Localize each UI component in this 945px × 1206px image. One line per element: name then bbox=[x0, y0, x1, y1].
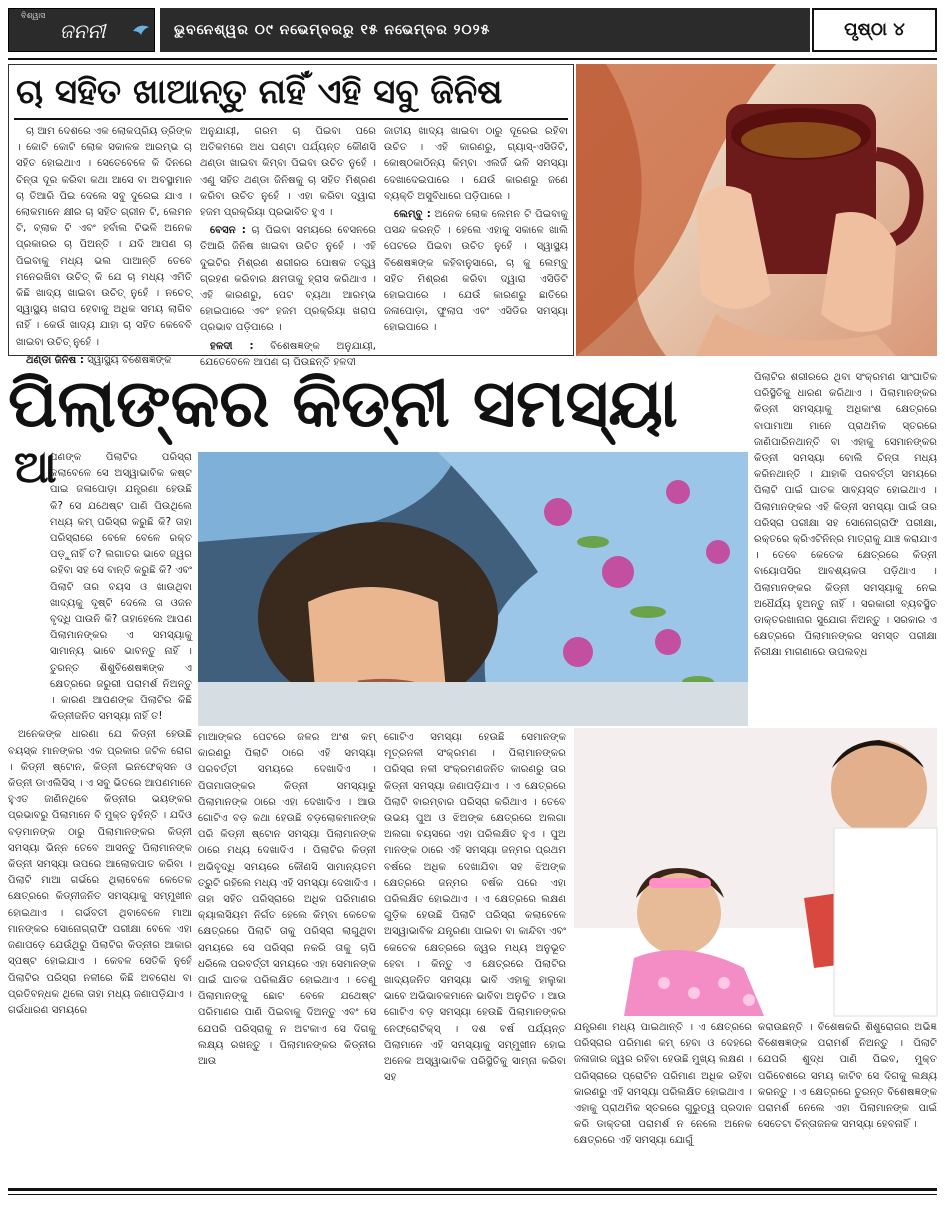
article2-col1-text: ପଣଙ୍କ ପିଲାଟିର ପରିସ୍ରା କଲାବେଳେ ସେ ଅସ୍ୱାଭାବିକ କଷ୍ଟ ପାଇ ଜଳାପୋଡ଼ା ଯନ୍ତ୍ରଣା ହେଉଛି କି? ସେ ଯଥେଷ୍ଟ ପାଣି ପିଉଥିଲେ ମଧ୍ୟ କମ୍ ପରିସ୍ରା କରୁଛି କି? ତାହା ପରିସ୍ରାରେ ବେଳେ ବେଳେ ରକ୍ତ ପଡ଼ୁନାହିଁ ତ? ଲଗାତର ଭାବେ ଜ୍ୱର ରହିବା ସହ ସେ ବାନ୍ତି କରୁଛି କି? ଏବଂ ପିଲାଟି ତାର ବୟସ ଓ ଖାଉଥିବା ଖାଦ୍ୟକୁ ଦୃଷ୍ଟି ଦେଲେ ତା ଓଜନ ବୃଦ୍ଧି ପାଉନି କି? ତାହାହେଲେ ଆପଣ ପିଲାମାନଙ୍କର ଏ ସମସ୍ୟାକୁ ସାମାନ୍ୟ ଭାବେ ଭାବନ୍ତୁ ନାହିଁ । ତୁରନ୍ତ ଶିଶୁବିଶେଷଜ୍ଞଙ୍କ ଏ କ୍ଷେତ୍ରରେ ଜରୁରୀ ପରାମର୍ଶ ନିଅନ୍ତୁ । କାରଣ ଆପଣଙ୍କ ପିଲାଟିର କିଛି କିଡ୍‌ନୀଜନିତ ସମସ୍ୟା ନାହିଁ ତ! bbox=[50, 452, 192, 723]
article2-col4-bottom-text: ଯନ୍ତ୍ରଣା ମଧ୍ୟ ପାଇଥାନ୍ତି । ଏ କ୍ଷେତ୍ରରେ ପରିସ୍ରାର ପରିମାଣ କମ୍ ହେବା ଓ ଦେହରେ ଜଳାଜାର ଜ୍ୱର ରହିବା ହେଉଛି ମୁଖ୍ୟ ଲକ୍ଷଣ । ପରିସ୍ରାରେ ପ୍ରୋଟିନ ପରିମାଣ ଅଧିକ ରହିବା କାରଣରୁ ଏହି ସମସ୍ୟା ପରିଲକ୍ଷିତ ହୋଇଥାଏ । ଏହାକୁ ପ୍ରାଥମିକ ସ୍ତରରେ ଗୁରୁତ୍ୱ ପ୍ରଦାନ କରି ଡାକ୍ତରୀ ପରାମର୍ଶ ନ ନେଲେ ଅନେକ କ୍ଷେତ୍ରରେ ଏହି ସମସ୍ୟା ଯୋଗୁଁ bbox=[574, 1022, 752, 1147]
doctor-girl-illustration bbox=[574, 728, 937, 1016]
article1-besan-text: ଚା ପିଇବା ସମୟରେ ବେସନରେ ତିଆରି ଜିନିଷ ଖାଇବା ଉଚିତ ନୁହେଁ । ଏହି ଦୁଇଟିର ମିଶ୍ରଣ ଶରୀରର ପୋଷକ ତତ୍ତ୍ୱ ଗ୍ରହଣ କରିବାର କ୍ଷମତାକୁ ହ୍ରାସ କରିଥାଏ । ଏହି କାରଣରୁ, ପେଟ ବ୍ୟଥା ଆରମ୍ଭ ହୋଇପାରେ ଏବଂ ହଜମ ପ୍ରକ୍ରିୟା ଖରାପ ପ୍ରଭାବ ପଡ଼ିପାରେ । bbox=[200, 225, 377, 334]
logo-bird-icon bbox=[131, 23, 151, 37]
article2-col2-text: ମାଆଙ୍କର ପେଟରେ ଜଳର ଅଂଶ କମ୍ କାରଣରୁ ପିଲାଟି ଠାରେ ଏହି ସମସ୍ୟା ପରବର୍ତ୍ତୀ ସମୟରେ ଦେଖାଦିଏ । ପିତାମାତାଙ୍କର କିଡ୍‌ନୀ ସମସ୍ୟାରୁ ପିଲାମାନଙ୍କ ଠାରେ ଏହା ଦେଖାଦିଏ । ଆଉ ଗୋଟିଏ ବଡ଼ କଥା ହେଉଛି ବଡ଼ଲୋକମାନଙ୍କ ପରି କିଡ୍‌ନୀ ଷ୍ଟୋନ ସମସ୍ୟା ପିଲାମାନଙ୍କ ଠାରେ ମଧ୍ୟ ଦେଖାଦିଏ । ପିଲାଟିର କିଡ୍‌ନୀ ଅଭିବୃଦ୍ଧି ସମୟରେ କୌଣସି ସାମାନ୍ୟତମ ତ୍ରୁଟି ରହିଲେ ମଧ୍ୟ ଏହି ସମସ୍ୟା ଦେଖାଦିଏ । ତାହା ସହିତ ପରିସ୍ରାରେ ଅଧିକ ପରିମାଣର କ୍ୟାଲସିୟମ ନିର୍ଗତ ହେଲେ କିମ୍ବା କେତେକ କ୍ଷେତ୍ରରେ ପିଲାଟି ତାକୁ ପରିସ୍ରା ଲାଗୁଥିବା ସମୟରେ ସେ ପରିସ୍ରା ନକରି ତାକୁ ଚାପି ଧରିଲେ ପରବର୍ତ୍ତୀ ସମୟରେ ଏହା ସେମାନଙ୍କ ପାଇଁ ଘାତକ ପରିଲକ୍ଷିତ ହୋଇଥାଏ । ତେଣୁ ପିଲାମାନଙ୍କୁ ଛୋଟ ବେଳେ ଯଥେଷ୍ଟ ପରିମାଣର ପାଣି ପିଇବାକୁ ଦିଅନ୍ତୁ ଏବଂ ସେ ଯେପରି ପରିସ୍ରାକୁ ନ ଅଟକାଏ ସେ ଦିଗକୁ ଲକ୍ଷ୍ୟ ରଖନ୍ତୁ । ପିଲାମାନଙ୍କର କିଡ୍‌ନୀର ଆଉ bbox=[198, 732, 376, 1068]
article1-headline: ଚା ସହିତ ଖାଆନ୍ତୁ ନାହିଁ ଏହି ସବୁ ଜିନିଷ bbox=[16, 72, 503, 112]
doctor-girl-photo bbox=[574, 728, 937, 1016]
logo-small-text: ବିଶ୍ୱାସ bbox=[21, 11, 46, 20]
article2-column-5-bottom bbox=[758, 1020, 937, 1192]
article2-column-1 bbox=[8, 450, 192, 1190]
masthead-logo-box bbox=[8, 8, 155, 52]
article1-besan-label: ବେସନ : bbox=[210, 225, 246, 237]
article1-haldi-text: ବିଶେଷଜ୍ଞଙ୍କ ଅନୁଯାୟୀ, ଯେତେବେଳେ ଆପଣ ଚା ପିଉଛନ୍ତି ହଳଦୀ bbox=[200, 340, 376, 368]
sleeping-boy-illustration bbox=[198, 452, 748, 726]
page-number: ପୃଷ୍ଠା ୪ bbox=[812, 8, 937, 52]
article1-lemon-label: ଲେମ୍ବୁ : bbox=[394, 209, 431, 221]
tea-cup-photo bbox=[576, 64, 937, 356]
article1-cold-label: ଥଣ୍ଡା ଜିନିଷ : bbox=[26, 354, 84, 366]
article2-column-3 bbox=[384, 730, 566, 1190]
article1-column-2 bbox=[200, 124, 377, 368]
article2-column-4-top bbox=[754, 370, 937, 722]
article2-column-2 bbox=[198, 730, 376, 1190]
dateline: ଭୁବନେଶ୍ୱର ୦୯ ନଭେମ୍ବରରୁ ୧୫ ନଭେମ୍ବର ୨୦୨୫ bbox=[160, 8, 810, 52]
article1-lemon-text: ଅନେକ ଲୋକ ଲେମନ ଟି ପିଇବାକୁ ପସନ୍ଦ କରନ୍ତି । ହେଲେ ଏହାକୁ ସକାଳେ ଖାଲି ପେଟରେ ପିଇବା ଉଚିତ ନୁହେଁ । ସ୍ୱାସ୍ଥ୍ୟ ବିଶେଷଜ୍ଞଙ୍କ କହିବାନୁସାରେ, ଚା କୁ ଲେମ୍ବୁ ସହିତ ମିଶ୍ରଣ କରିବା ଦ୍ୱାରା ଏସିଡିଟି ହୋଇପାରେ । ଯେଉଁ କାରଣରୁ ଛାତିରେ ଜଳାପୋଡ଼ା, ଫୁଲାପ ଏବଂ ଏସିଡିର ସମସ୍ୟା ହୋଇପାରେ । bbox=[384, 209, 568, 334]
article2-dropcap: ଆ bbox=[14, 442, 57, 493]
article1-column-1 bbox=[16, 124, 192, 366]
article2-col1-text-2: ଅନେକଙ୍କ ଧାରଣା ଯେ କିଡ୍‌ନୀ ହେଉଛି ବୟସ୍କ ମାନଙ୍କର ଏକ ପ୍ରକାର ଜଟିଳ ରୋଗ । କିଡ୍‌ନୀ ଷ୍ଟୋନ, କିଡ୍‌ନୀ ଇନଫେକ୍ସନ ଓ କିଡ୍‌ନୀ ଡାଏଲିସିସ୍ । ଏ ସବୁ ଭିତରେ ଆପଣମାନେ ହୁଏତ ଜାଣିନଥିବେ କିଡ୍‌ନୀର ଭୟଙ୍କର ପ୍ରଭାବରୁ ପିଲାମାନେ ବି ମୁକ୍ତ ନୁହଁନ୍ତି । ଯଦିଓ ବଡ଼ମାନଙ୍କ ଠାରୁ ପିଲାମାନଙ୍କର କିଡ୍‌ନୀ ସମସ୍ୟା ଭିନ୍ନ ତେବେ ଆସନ୍ତୁ ପିଲାମାନଙ୍କ କିଡ୍‌ନୀ ସମସ୍ୟା ଉପରେ ଆଲୋକପାତ କରିବା । ପିଲାଟି ମାଆ ଗର୍ଭରେ ଥିଲାବେଳେ କେତେକ କ୍ଷେତ୍ରରେ କିଡ୍‌ନୀଜନିତ ସମସ୍ୟାକୁ ସମ୍ମୁଖୀନ ହୋଇଥାଏ । ଗର୍ଭବତୀ ଥିବାବେଳେ ମାଆ ମାନଙ୍କର ସୋନୋଗ୍ରାଫି ପରୀକ୍ଷା ବେଳେ ଏହା ଜଣାପଡ଼େ ଯେଉଁଥିରୁ ପିଲାଟିର କିଡ୍‌ନୀର ଆକାର ସ୍ପଷ୍ଟ ହୋଇଯାଏ । କେବଳ ସେତିକି ନୁହେଁ ପିଲାଟିର ପରିସ୍ରା ନଳୀରେ କିଛି ଅବରୋଧ ବା ପ୍ରତିବନ୍ଧକ ଥିଲେ ତାହା ମଧ୍ୟ ଜଣାପଡ଼ିଯାଏ । ଗର୍ଭଧାରଣ ସମୟରେ bbox=[8, 729, 192, 1016]
article2-column-4-bottom bbox=[574, 1020, 752, 1192]
article2-headline: ପିଲାଙ୍କର କିଡ୍‌ନୀ ସମସ୍ୟା bbox=[8, 365, 678, 442]
article2-col3-text: ଗୋଟିଏ ସମସ୍ୟା ହେଉଛି ସେମାନଙ୍କ ମୂତ୍ରନଳୀ ସଂକ୍ରମଣ । ପିଲାମାନଙ୍କର ପରିସ୍ରା ନଳୀ ସଂକ୍ରମଣଜନିତ କାରଣରୁ ତାର କିଡ୍‌ନୀ ସମସ୍ୟା ଜଣାପଡ଼ିଯାଏ । ଏ କ୍ଷେତ୍ରରେ ପିଲାଟି ବାରମ୍ବାର ପରିସ୍ରା କରିଥାଏ । ତେବେ ଉଭୟ ପୁଅ ଓ ଝିଅଙ୍କ କ୍ଷେତ୍ରରେ ଅଲଗା ଅଲଗା ବୟସରେ ଏହା ପରିଲକ୍ଷିତ ହୁଏ । ପୁଅ ମାନଙ୍କ ଠାରେ ଏହି ସମସ୍ୟା ଜନ୍ମର ପ୍ରଥମ ବର୍ଷରେ ଅଧିକ ଦେଖାଯିବା ସହ ଝିଅଙ୍କ କ୍ଷେତ୍ରରେ ଜନ୍ମର ବର୍ଷକ ପରେ ଏହା ପରିଲକ୍ଷିତ ହୋଇଥାଏ । ଏ କ୍ଷେତ୍ରରେ ଲକ୍ଷଣ ଗୁଡ଼ିକ ହେଉଛି ପିଲାଟି ପରିସ୍ରା କଲାବେଳେ ଅସ୍ୱାଭାବିକ ଯନ୍ତ୍ରଣା ପାଇବା ବା କାନ୍ଦିବା ଏବଂ କେତେକ କ୍ଷେତ୍ରରେ ଜ୍ୱର ମଧ୍ୟ ଅନୁଭୂତ ହେବା । କିନ୍ତୁ ଏ କ୍ଷେତ୍ରରେ ପିଲାଟିର ଖାଦ୍ୟଜନିତ ସମସ୍ୟା ଭାବି ଏହାକୁ ହାଲୁକା ଭାବେ ଅଭିଭାବକମାନେ ଭାବିବା ଅନୁଚିତ । ଆଉ ଗୋଟିଏ ବଡ଼ ସମସ୍ୟା ହେଉଛି ପିଲାମାନଙ୍କର ନେଫ୍ରୋଟିକ୍ସ୍ । ଦଶ ବର୍ଷ ପର୍ଯ୍ୟନ୍ତ ପିଲାମାନେ ଏହି ସମସ୍ୟାକୁ ସମ୍ମୁଖୀନ ହୋଇ ଅନେକ ଅସ୍ୱାଭାବିକ ପରିସ୍ଥିତିକୁ ସାମ୍ନା କରିବା ସହ bbox=[384, 732, 566, 1084]
bottom-rule-2 bbox=[8, 1194, 937, 1195]
bottom-rule-1 bbox=[8, 1188, 937, 1191]
sleeping-boy-photo bbox=[198, 452, 748, 726]
article2-col4-top-text: ପିଲାଟିର ଶରୀରରେ ଥିବା ସଂକ୍ରମଣ ସାଂଘାତିକ ପରିସ୍ଥିତିକୁ ଧାରଣ କରିଥାଏ । ପିଲାମାନଙ୍କର କିଡ୍‌ନୀ ସମସ୍ୟାକୁ ଅଧିକାଂଶ କ୍ଷେତ୍ରରେ ବାପାମାଆ ମାନେ ପ୍ରାଥମିକ ସ୍ତରରେ ଜାଣିପାରିନଥାନ୍ତି ବା ଏହାକୁ ସେମାନଙ୍କର କିଡ୍‌ନୀ ସମସ୍ୟା ବୋଲି ଚିନ୍ତା ମଧ୍ୟ କରିନଥାନ୍ତି । ଯାହାକି ପରବର୍ତ୍ତୀ ସମୟରେ ପିଲାଟି ପାଇଁ ଘାତକ ସାବ୍ୟସ୍ତ ହୋଇଥାଏ । ପିଲାମାନଙ୍କର ଏହି କିଡ୍‌ନୀ ସମସ୍ୟା ପାଇଁ ତାର ପରିସ୍ରା ପରୀକ୍ଷା ସହ ସୋନୋଗ୍ରାଫି ପରୀକ୍ଷା, ରକ୍ତରେ କ୍ରିଏଟିନିନ୍‌ର ମାତ୍ରାକୁ ଯାଞ୍ଚ କରାଯାଏ । ତେବେ କେତେକ କ୍ଷେତ୍ରରେ କିଡ୍‌ନୀ ବାୟୋପସିର ଆବଶ୍ୟକତା ପଡ଼ିଥାଏ । ପିଲାମାନଙ୍କର କିଡ୍‌ନୀ ସମସ୍ୟାକୁ ନେଇ ଅଧୈର୍ଯ୍ୟ ହୁଅନ୍ତୁ ନାହିଁ । ସରକାରୀ ବ୍ୟବସ୍ଥିତ ଡାକ୍ତରଖାନାର ସୁଯୋଗ ନିଅନ୍ତୁ । ସରକାର ଏ କ୍ଷେତ୍ରରେ ପିଲାମାନଙ୍କର ସମସ୍ତ ପରୀକ୍ଷା ନିରୀକ୍ଷା ମାଗଣାରେ ଉପଲବ୍ଧ bbox=[754, 372, 937, 659]
article1-headline-rule bbox=[14, 118, 568, 120]
article1-col3-text: ଜାତୀୟ ଖାଦ୍ୟ ଖାଇବା ଠାରୁ ଦୂରେଇ ରହିବା ଉଚିତ । ଏହି କାରଣରୁ, ଗ୍ୟାସ୍-ଏସିଡିଟି, କୋଷ୍ଠକାଠିନ୍ୟ କିମ୍ବା ଏଲର୍ଜି ଭଳି ସମସ୍ୟା ଦେଖାଦେଇପାରେ । ଯେଉଁ କାରଣରୁ ଜଣେ ବ୍ୟକ୍ତି ଅସୁବିଧାରେ ପଡ଼ିପାରେ । bbox=[384, 126, 568, 202]
top-rule bbox=[8, 58, 937, 60]
article1-column-3 bbox=[384, 124, 568, 352]
article1-haldi-label: ହଳଦୀ : bbox=[210, 340, 254, 352]
article2-col5-bottom-text: କରାଉଛନ୍ତି । ବିଶେଷକରି ଶିଶୁରୋଗର ଅଭିଜ୍ଞ ବିଶେଷଜ୍ଞଙ୍କ ପରାମର୍ଶ ନିଅନ୍ତୁ । ପିଲାଟି ଯେପରି ଶୁଦ୍ଧ ପାଣି ପିଇବ, ମୁକ୍ତ ପରିବେଶରେ ସମୟ କାଟିବ ସେ ଦିଗକୁ ଲକ୍ଷ୍ୟ କରନ୍ତୁ । ଏ କ୍ଷେତ୍ରରେ ତୁରନ୍ତ ବିଶେଷଜ୍ଞଙ୍କ ପରାମର୍ଶ ନେଲେ ଏହା ପିଲାମାନଙ୍କ ପାଇଁ ସେତେଟା ଚିନ୍ତାଜନକ ସମସ୍ୟା ହେବନାହିଁ । bbox=[758, 1022, 937, 1131]
article1-col1-text: ଚା ଆମ ଦେଶରେ ଏକ ଲୋକପ୍ରିୟ ଡ୍ରିଙ୍କ । କୋଟି କୋଟି ଲୋକ ସକାଳକ ଆରମ୍ଭ ଚା ସହିତ ହୋଇଥାଏ । ସେତେବେଳେ କି ଦିନରେ ଚିନ୍ତା ଦୂର କରିବା କଥା ଆସେ ବା ଅବସ୍ଥାମାନ ଚା ତିଆରି ପିଇ ଦେଲେ ସବୁ ଦୁରେଇ ଯାଏ । ଲୋକମାନେ କ୍ଷୀର ଚା ସହିତ ଗ୍ରୀନ ଟି, ଲେମନ ଟି, ବ୍ଲାକ ଟି ଏବଂ ହର୍ବାଲ ଟିଭଳି ଅନେକ ପ୍ରକାରର ଚା ପିଅନ୍ତି । ଯଦି ଆପଣ ଚା ପିଇବାକୁ ମଧ୍ୟ ଭଲ ପାଆନ୍ତି ତେବେ ମନେରଖିବା ଉଚିତ୍ କି ଯେ ଚା ମଧ୍ୟ ଏମିତି କିଛି ଖାଦ୍ୟ ଖାଇବା ଉଚିତ୍ ନୁହେଁ । ନଚେତ୍ ସ୍ୱାସ୍ଥ୍ୟ ଖରାପ ହେବାକୁ ଅଧିକ ସମୟ ଲାଗିବ ନାହିଁ । କେଉଁ ଖାଦ୍ୟ ଯାହା ଚା ସହିତ କେବେବି ଖାଇବା ଉଚିତ୍ ନୁହେଁ । bbox=[16, 126, 192, 348]
logo-main-text: ଜନନୀ bbox=[59, 19, 106, 43]
article1-col2-text: ଅନୁଯାୟୀ, ଗରମ ଚା ପିଇବା ପରେ ଅତିକମରେ ଅଧ ଘଣ୍ଟା ପର୍ଯ୍ୟନ୍ତ କୌଣସି ଥଣ୍ଡା ଖାଇବା କିମ୍ବା ପିଇବା ଉଚିତ ନୁହେଁ । ଏଣୁ ସହିତ ଥଣ୍ଡା ଜିନିଷକୁ ଚା ସହିତ ମିଶ୍ରଣ କରିବା ଉଚିତ ନୁହେଁ । ଏହା କରିବା ଦ୍ୱାରା ହଜମ ପ୍ରକ୍ରିୟା ପ୍ରଭାବିତ ହୁଏ । bbox=[200, 126, 376, 219]
article1-cold-text: ସ୍ୱାସ୍ଥ୍ୟ ବିଶେଷଜ୍ଞଙ୍କ bbox=[87, 354, 172, 366]
tea-cup-illustration bbox=[576, 64, 937, 356]
